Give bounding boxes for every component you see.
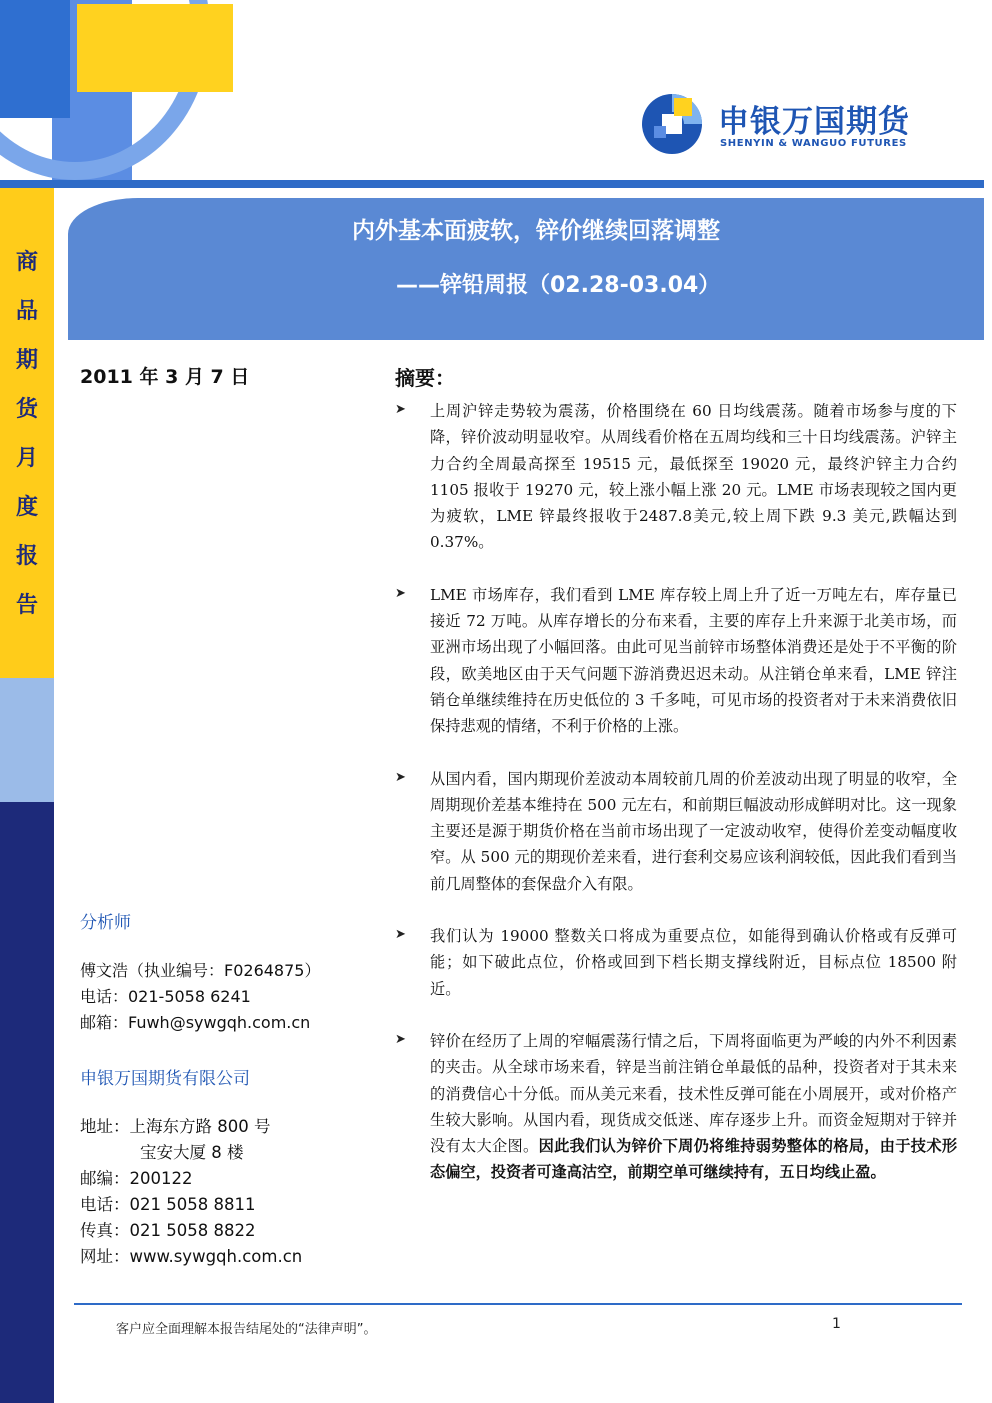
side-strip-navy xyxy=(0,802,54,1403)
company-address-line2: 宝安大厦 8 楼 xyxy=(140,1143,244,1162)
logo-mark-icon xyxy=(640,92,704,156)
side-strip-light xyxy=(0,678,54,802)
report-title: 内外基本面疲软，锌价继续回落调整 xyxy=(352,218,720,244)
summary-bullet xyxy=(395,1028,957,1186)
summary-conclusion: 因此我们认为锌价下周仍将维持弱势整体的格局，由于技术形态偏空，投资者可逢高沽空，前期空单可继续持有，五日均线止盈。 xyxy=(430,1137,958,1182)
report-subtitle: ——锌铅周报（02.28-03.04） xyxy=(396,273,721,298)
summary-bullet-text xyxy=(430,1028,957,1186)
summary-bullet-text: LME 市场库存，我们看到 LME 库存较上周上升了近一万吨左右，库存量已接近 72 万吨。从库存增长的分布来看，主要的库存上升来源于北美市场，而亚洲市场出现了小幅回落。由此可见当前锌市场整体消费还是处于不平衡的阶段，欧美地区由于天气问题下游消费迟迟未动。从注销仓单来看，LME 锌注销仓单继续维持在历史低位的 3 千多吨，可见市场的投资者对于未来消费依旧保持悲观的情绪，不利于价格的上涨。 xyxy=(430,585,957,736)
company-website: 网址：www.sywgqh.com.cn xyxy=(80,1247,303,1266)
header-decoration-yellow-block xyxy=(77,4,233,92)
company-postcode: 邮编：200122 xyxy=(80,1169,193,1188)
header-divider xyxy=(0,180,984,188)
summary-bullet-text: 我们认为 19000 整数关口将成为重要点位，如能得到确认价格或有反弹可能；如下破此点位，价格或回到下档长期支撑线附近，目标点位 18500 附近。 xyxy=(430,927,957,998)
summary-bullet xyxy=(395,766,957,897)
summary-bullet xyxy=(395,398,957,556)
side-title-char: 告 xyxy=(15,593,38,618)
logo-name-en: SHENYIN & WANGUO FUTURES xyxy=(720,138,907,149)
summary-bullet xyxy=(395,923,957,1002)
summary-bullet-text: 从国内看，国内期现价差波动本周较前几周的价差波动出现了明显的收窄，全周期现价差基本维持在 500 元左右，和前期巨幅波动形成鲜明对比。这一现象主要还是源于期货价格在当前市场出现了一定波动收窄，使得价差变动幅度收窄。从 500 元的期现价差来看，进行套利交易应该利润较低，因此我们看到当前几周整体的套保盘介入有限。 xyxy=(430,769,957,893)
arrowhead-bullet-icon: ➤ xyxy=(395,927,406,943)
summary-bullet xyxy=(395,582,957,740)
side-title-char: 品 xyxy=(15,299,38,324)
company-contact xyxy=(80,1114,302,1270)
analyst-phone: 电话：021-5058 6241 xyxy=(80,987,251,1006)
summary-heading: 摘要： xyxy=(395,366,455,390)
summary-bullet-regular-run: 锌价在经历了上周的窄幅震荡行情之后，下周将面临更为严峻的内外不利因素的夹击。从全球市场来看，锌是当前注销仓单最低的品种，投资者对于其未来的消费信心十分低。而从美元来看，技术性反弹可能在小周展开，或对价格产生较大影响。从国内看，现货成交低迷、库存逐步上升。而资金短期对于锌并没有太大企图。 xyxy=(430,1031,957,1156)
page-number: 1 xyxy=(832,1316,841,1332)
footer-divider xyxy=(74,1303,962,1305)
footer-legal-note: 客户应全面理解本报告结尾处的“法律声明”。 xyxy=(116,1322,377,1337)
analyst-name: 傅文浩（执业编号：F0264875） xyxy=(80,961,321,980)
company-fax: 传真：021 5058 8822 xyxy=(80,1221,256,1240)
summary-bullet-text: 上周沪锌走势较为震荡，价格围绕在 60 日均线震荡。随着市场参与度的下降，锌价波动明显收窄。从周线看价格在五周均线和三十日均线震荡。沪锌主力合约全周最高探至 19515 元，最低探至 19020 元，最终沪锌主力合约 1105 报收于 19270 元，较上涨小幅上涨 20 元。LME 市场表现较之国内更为疲软，LME 锌最终报收于2487.8美元,较上周下跌 9.3 美元,跌幅达到 0.37%。 xyxy=(430,402,957,552)
arrowhead-bullet-icon: ➤ xyxy=(395,1031,406,1047)
analyst-email: 邮箱：Fuwh@sywgqh.com.cn xyxy=(80,1013,311,1032)
company-logo xyxy=(640,88,940,160)
company-address: 地址：上海东方路 800 号 xyxy=(80,1117,271,1136)
side-title-char: 商 xyxy=(15,250,38,275)
company-name: 申银万国期货有限公司 xyxy=(80,1069,250,1089)
analyst-heading: 分析师 xyxy=(80,913,131,933)
arrowhead-bullet-icon: ➤ xyxy=(395,585,406,601)
side-title-char: 度 xyxy=(15,495,38,520)
report-date: 2011 年 3 月 7 日 xyxy=(80,366,250,388)
side-report-type xyxy=(0,238,54,630)
logo-name-cn: 申银万国期货 xyxy=(718,104,910,140)
side-title-char: 期 xyxy=(15,348,38,373)
company-phone: 电话：021 5058 8811 xyxy=(80,1195,256,1214)
side-title-char: 报 xyxy=(15,544,38,569)
analyst-info xyxy=(80,958,320,1036)
arrowhead-bullet-icon: ➤ xyxy=(395,769,406,785)
arrowhead-bullet-icon: ➤ xyxy=(395,402,406,417)
side-title-char: 月 xyxy=(15,446,38,471)
title-banner xyxy=(68,198,984,340)
summary-list xyxy=(395,398,957,1212)
side-title-char: 货 xyxy=(15,397,38,422)
